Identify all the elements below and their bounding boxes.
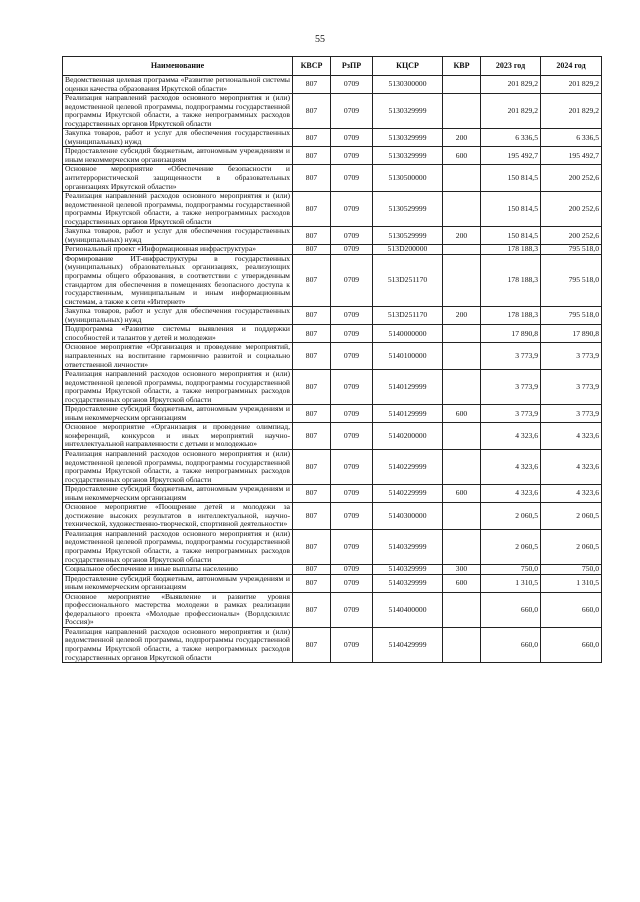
table-header-row xyxy=(63,57,602,76)
cell-rzpr: 0709 xyxy=(331,574,373,592)
cell-2024: 6 336,5 xyxy=(541,129,602,147)
cell-kvsr: 807 xyxy=(293,192,331,227)
cell-2023: 4 323,6 xyxy=(481,485,541,503)
cell-2024: 201 829,2 xyxy=(541,76,602,94)
cell-kvsr: 807 xyxy=(293,129,331,147)
table-row xyxy=(63,485,602,503)
table-row xyxy=(63,129,602,147)
cell-rzpr: 0709 xyxy=(331,343,373,370)
table-row xyxy=(63,94,602,129)
cell-2024: 17 890,8 xyxy=(541,325,602,343)
cell-name: Предоставление субсидий бюджетным, автономным учреждениям и иным некоммерческим организациям xyxy=(63,147,293,165)
table-row xyxy=(63,574,602,592)
cell-name: Закупка товаров, работ и услуг для обеспечения государственных (муниципальных) нужд xyxy=(63,129,293,147)
cell-2024: 795 518,0 xyxy=(541,254,602,306)
cell-rzpr: 0709 xyxy=(331,227,373,245)
cell-kvr xyxy=(443,94,481,129)
cell-kvsr: 807 xyxy=(293,227,331,245)
cell-rzpr: 0709 xyxy=(331,565,373,575)
cell-rzpr: 0709 xyxy=(331,307,373,325)
cell-name: Основное мероприятие «Поощрение детей и молодежи за достижение высоких результатов в интеллектуальной, научно-технической, художественно-творческой, спортивной деятельности» xyxy=(63,503,293,530)
cell-rzpr: 0709 xyxy=(331,405,373,423)
table-row xyxy=(63,165,602,192)
cell-kcsr: 5140100000 xyxy=(373,343,443,370)
header-rzpr: РзПР xyxy=(331,57,373,76)
table-row xyxy=(63,592,602,627)
cell-2024: 795 518,0 xyxy=(541,245,602,255)
cell-2023: 150 814,5 xyxy=(481,165,541,192)
cell-rzpr: 0709 xyxy=(331,129,373,147)
cell-2024: 660,0 xyxy=(541,627,602,662)
cell-kvr xyxy=(443,529,481,564)
cell-kvr xyxy=(443,192,481,227)
cell-2024: 4 323,6 xyxy=(541,485,602,503)
cell-name: Социальное обеспечение и иные выплаты населению xyxy=(63,565,293,575)
table-row xyxy=(63,245,602,255)
budget-table xyxy=(62,56,602,663)
cell-rzpr: 0709 xyxy=(331,449,373,484)
cell-2024: 200 252,6 xyxy=(541,227,602,245)
cell-name: Формирование ИТ-инфраструктуры в государственных (муниципальных) образовательных организациях, реализующих программы общего образования, в соответствии с утвержденным стандартом для обеспечения в помещениях безопасного доступа к государственным, муниципальным и иным информационным системам, а также к сети «Интернет» xyxy=(63,254,293,306)
cell-kcsr: 5130529999 xyxy=(373,227,443,245)
cell-name: Региональный проект «Информационная инфраструктура» xyxy=(63,245,293,255)
cell-kcsr: 5140400000 xyxy=(373,592,443,627)
cell-name: Реализация направлений расходов основного мероприятия и (или) ведомственной целевой программы, подпрограммы государственной программы Иркутской области, а также непрограммных расходов государственных органов Иркутской области xyxy=(63,370,293,405)
cell-2024: 200 252,6 xyxy=(541,192,602,227)
cell-name: Реализация направлений расходов основного мероприятия и (или) ведомственной целевой программы, подпрограммы государственной программы Иркутской области, а также непрограммных расходов государственных органов Иркутской области xyxy=(63,627,293,662)
cell-rzpr: 0709 xyxy=(331,147,373,165)
cell-2023: 150 814,5 xyxy=(481,192,541,227)
cell-rzpr: 0709 xyxy=(331,76,373,94)
cell-kvsr: 807 xyxy=(293,565,331,575)
cell-kvsr: 807 xyxy=(293,503,331,530)
cell-2023: 4 323,6 xyxy=(481,423,541,450)
table-row xyxy=(63,147,602,165)
cell-name: Реализация направлений расходов основного мероприятия и (или) ведомственной целевой программы, подпрограммы государственной программы Иркутской области, а также непрограммных расходов государственных органов Иркутской области xyxy=(63,192,293,227)
cell-name: Основное мероприятие «Выявление и развитие уровня профессионального мастерства молодежи в рамках реализации федерального проекта «Молодые профессионалы» (Ворлдскиллс Россия)» xyxy=(63,592,293,627)
table-row xyxy=(63,227,602,245)
cell-name: Предоставление субсидий бюджетным, автономным учреждениям и иным некоммерческим организациям xyxy=(63,574,293,592)
cell-kvr xyxy=(443,423,481,450)
cell-kvr xyxy=(443,627,481,662)
cell-2024: 750,0 xyxy=(541,565,602,575)
cell-rzpr: 0709 xyxy=(331,254,373,306)
cell-2024: 660,0 xyxy=(541,592,602,627)
cell-kcsr: 5130329999 xyxy=(373,147,443,165)
cell-kvr: 300 xyxy=(443,565,481,575)
cell-2023: 6 336,5 xyxy=(481,129,541,147)
cell-2023: 2 060,5 xyxy=(481,529,541,564)
header-kvsr: КВСР xyxy=(293,57,331,76)
cell-kvr xyxy=(443,76,481,94)
header-2023: 2023 год xyxy=(481,57,541,76)
cell-name: Предоставление субсидий бюджетным, автономным учреждениям и иным некоммерческим организациям xyxy=(63,485,293,503)
table-row xyxy=(63,627,602,662)
header-kcsr: КЦСР xyxy=(373,57,443,76)
table-row xyxy=(63,423,602,450)
cell-2023: 178 188,3 xyxy=(481,307,541,325)
header-name: Наименование xyxy=(63,57,293,76)
cell-kcsr: 5140000000 xyxy=(373,325,443,343)
cell-2024: 795 518,0 xyxy=(541,307,602,325)
cell-2023: 201 829,2 xyxy=(481,94,541,129)
cell-kvr: 200 xyxy=(443,307,481,325)
table-row xyxy=(63,565,602,575)
cell-rzpr: 0709 xyxy=(331,165,373,192)
cell-2024: 3 773,9 xyxy=(541,405,602,423)
cell-kcsr: 5140229999 xyxy=(373,485,443,503)
cell-kvr xyxy=(443,245,481,255)
table-row xyxy=(63,503,602,530)
cell-kvsr: 807 xyxy=(293,529,331,564)
cell-kvsr: 807 xyxy=(293,592,331,627)
table-row xyxy=(63,529,602,564)
cell-kvr xyxy=(443,343,481,370)
cell-name: Основное мероприятие «Обеспечение безопасности и антитеррористической защищенности в образовательных организациях Иркутской области» xyxy=(63,165,293,192)
cell-2024: 2 060,5 xyxy=(541,503,602,530)
table-row xyxy=(63,192,602,227)
cell-rzpr: 0709 xyxy=(331,94,373,129)
table-body xyxy=(63,76,602,663)
cell-name: Основное мероприятие «Организация и проведение мероприятий, направленных на воспитание гармонично развитой и социально ответственной личности» xyxy=(63,343,293,370)
cell-kcsr: 5140200000 xyxy=(373,423,443,450)
cell-kvsr: 807 xyxy=(293,94,331,129)
cell-kvr xyxy=(443,325,481,343)
cell-kvsr: 807 xyxy=(293,343,331,370)
header-kvr: КВР xyxy=(443,57,481,76)
cell-2024: 200 252,6 xyxy=(541,165,602,192)
cell-kvsr: 807 xyxy=(293,325,331,343)
cell-kvr: 200 xyxy=(443,227,481,245)
cell-kvr xyxy=(443,370,481,405)
cell-2023: 178 188,3 xyxy=(481,245,541,255)
cell-kcsr: 5130329999 xyxy=(373,94,443,129)
cell-2023: 201 829,2 xyxy=(481,76,541,94)
cell-kcsr: 513D251170 xyxy=(373,307,443,325)
table-row xyxy=(63,449,602,484)
cell-2023: 3 773,9 xyxy=(481,370,541,405)
cell-kcsr: 5140129999 xyxy=(373,405,443,423)
cell-2023: 178 188,3 xyxy=(481,254,541,306)
cell-kvr xyxy=(443,449,481,484)
cell-kvsr: 807 xyxy=(293,147,331,165)
cell-kvr: 600 xyxy=(443,405,481,423)
cell-2024: 1 310,5 xyxy=(541,574,602,592)
cell-name: Закупка товаров, работ и услуг для обеспечения государственных (муниципальных) нужд xyxy=(63,307,293,325)
cell-rzpr: 0709 xyxy=(331,245,373,255)
page-number: 55 xyxy=(315,34,325,45)
cell-2023: 660,0 xyxy=(481,627,541,662)
cell-kvr xyxy=(443,503,481,530)
cell-2023: 3 773,9 xyxy=(481,405,541,423)
cell-kvr: 200 xyxy=(443,129,481,147)
table-row xyxy=(63,343,602,370)
cell-kvsr: 807 xyxy=(293,245,331,255)
cell-kcsr: 5130300000 xyxy=(373,76,443,94)
cell-rzpr: 0709 xyxy=(331,529,373,564)
cell-kvsr: 807 xyxy=(293,485,331,503)
cell-kcsr: 5140329999 xyxy=(373,529,443,564)
cell-kvr xyxy=(443,254,481,306)
cell-2023: 150 814,5 xyxy=(481,227,541,245)
cell-2024: 4 323,6 xyxy=(541,449,602,484)
cell-2024: 3 773,9 xyxy=(541,343,602,370)
cell-name: Предоставление субсидий бюджетным, автономным учреждениям и иным некоммерческим организациям xyxy=(63,405,293,423)
cell-name: Реализация направлений расходов основного мероприятия и (или) ведомственной целевой программы, подпрограммы государственной программы Иркутской области, а также непрограммных расходов государственных органов Иркутской области xyxy=(63,529,293,564)
cell-2024: 2 060,5 xyxy=(541,529,602,564)
cell-2023: 1 310,5 xyxy=(481,574,541,592)
cell-kvr xyxy=(443,165,481,192)
cell-kvsr: 807 xyxy=(293,254,331,306)
cell-kcsr: 5140329999 xyxy=(373,574,443,592)
cell-name: Реализация направлений расходов основного мероприятия и (или) ведомственной целевой программы, подпрограммы государственной программы Иркутской области, а также непрограммных расходов государственных органов Иркутской области xyxy=(63,449,293,484)
cell-kvsr: 807 xyxy=(293,449,331,484)
cell-name: Основное мероприятие «Организация и проведение олимпиад, конференций, конкурсов и иных мероприятий научно-интеллектуальной направленности с детьми и молодежью» xyxy=(63,423,293,450)
cell-rzpr: 0709 xyxy=(331,325,373,343)
cell-2024: 195 492,7 xyxy=(541,147,602,165)
cell-kcsr: 5140329999 xyxy=(373,565,443,575)
cell-kvsr: 807 xyxy=(293,574,331,592)
cell-kvsr: 807 xyxy=(293,76,331,94)
cell-2024: 4 323,6 xyxy=(541,423,602,450)
cell-kvsr: 807 xyxy=(293,627,331,662)
cell-name: Закупка товаров, работ и услуг для обеспечения государственных (муниципальных) нужд xyxy=(63,227,293,245)
cell-kcsr: 5130529999 xyxy=(373,192,443,227)
table-row xyxy=(63,405,602,423)
cell-kcsr: 5130329999 xyxy=(373,129,443,147)
cell-kvsr: 807 xyxy=(293,405,331,423)
cell-2023: 4 323,6 xyxy=(481,449,541,484)
header-2024: 2024 год xyxy=(541,57,602,76)
table-row xyxy=(63,76,602,94)
cell-kvsr: 807 xyxy=(293,165,331,192)
cell-rzpr: 0709 xyxy=(331,370,373,405)
cell-rzpr: 0709 xyxy=(331,192,373,227)
cell-rzpr: 0709 xyxy=(331,503,373,530)
cell-name: Ведомственная целевая программа «Развитие региональной системы оценки качества образования Иркутской области» xyxy=(63,76,293,94)
cell-kcsr: 5140129999 xyxy=(373,370,443,405)
cell-2023: 2 060,5 xyxy=(481,503,541,530)
cell-2023: 3 773,9 xyxy=(481,343,541,370)
cell-2023: 660,0 xyxy=(481,592,541,627)
cell-kcsr: 5130500000 xyxy=(373,165,443,192)
cell-kvr: 600 xyxy=(443,147,481,165)
cell-2024: 3 773,9 xyxy=(541,370,602,405)
cell-rzpr: 0709 xyxy=(331,423,373,450)
cell-kcsr: 513D251170 xyxy=(373,254,443,306)
cell-2023: 750,0 xyxy=(481,565,541,575)
cell-kcsr: 5140229999 xyxy=(373,449,443,484)
cell-rzpr: 0709 xyxy=(331,485,373,503)
cell-kvr: 600 xyxy=(443,485,481,503)
cell-name: Реализация направлений расходов основного мероприятия и (или) ведомственной целевой программы, подпрограммы государственной программы Иркутской области, а также непрограммных расходов государственных органов Иркутской области xyxy=(63,94,293,129)
cell-rzpr: 0709 xyxy=(331,627,373,662)
cell-kvr: 600 xyxy=(443,574,481,592)
cell-2023: 17 890,8 xyxy=(481,325,541,343)
cell-kvsr: 807 xyxy=(293,370,331,405)
cell-2024: 201 829,2 xyxy=(541,94,602,129)
table-row xyxy=(63,370,602,405)
cell-name: Подпрограмма «Развитие системы выявления и поддержки способностей и талантов у детей и молодежи» xyxy=(63,325,293,343)
cell-rzpr: 0709 xyxy=(331,592,373,627)
cell-kcsr: 513D200000 xyxy=(373,245,443,255)
cell-kcsr: 5140300000 xyxy=(373,503,443,530)
cell-kvr xyxy=(443,592,481,627)
cell-kvsr: 807 xyxy=(293,423,331,450)
table-row xyxy=(63,325,602,343)
cell-kvsr: 807 xyxy=(293,307,331,325)
cell-2023: 195 492,7 xyxy=(481,147,541,165)
table-row xyxy=(63,307,602,325)
table-row xyxy=(63,254,602,306)
cell-kcsr: 5140429999 xyxy=(373,627,443,662)
